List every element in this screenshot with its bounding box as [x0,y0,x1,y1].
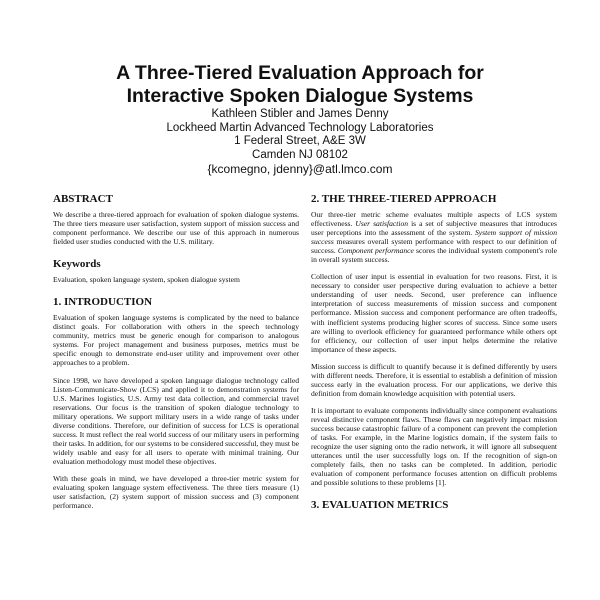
author-email: {kcomegno, jdenny}@atl.lmco.com [207,162,393,176]
tiered-paragraph-3: Mission success is difficult to quantify because it is defined differently by users with different needs. Therefore, it is essential to establish a definition of mission success early in the evaluation process. For our applications, we derive this definition from domain knowledge acquisition with potential users. [311,361,557,398]
term-mission-success: System support of mission success [311,228,557,247]
address-line-1: 1 Federal Street, A&E 3W [234,135,366,147]
intro-paragraph-3: With these goals in mind, we have developed a three-tier metric system for evaluating spoken language system effectiveness. The three tiers measure (1) user satisfaction, (2) system support of mission success and (3) component performance. [53,473,299,511]
p1-part-b: is a set of subjective measures that introduces user perceptions into the assessment of the system. [311,219,558,238]
tiered-paragraph-4: It is important to evaluate components individually since component evaluations reveal distinctive component flaws. These flaws can negatively impact mission success because catastrophic failure of a component can prevent the completion of tasks. For example, in the Marine logistics domain, if the system fails to recognize the user signing onto the radio network, it will ignore all subsequent utterances until the user successfully logs on. If the recognition of sign-on completely fails, then no tasks can be completed. In addition, periodic evaluation of component performance focuses attention on difficult problems and possible solutions to these problems [1]. [311,405,557,488]
keywords-heading: Keywords [53,258,101,271]
tiered-paragraph-1 [311,210,557,264]
term-user-satisfaction: User satisfaction [355,219,409,229]
introduction-heading: 1. INTRODUCTION [53,296,153,309]
intro-paragraph-1: Evaluation of spoken language systems is complicated by the need to balance distinct goals. For collaboration with others in the speech technology community, metrics must be generic enough for comparison to analogous systems. For project management and business purposes, metrics must be specific enough to demonstrate end-user utility and improvement over other approaches to a problem. [53,313,299,368]
term-component-performance: Component performance [337,246,414,256]
title-line-1: A Three-Tiered Evaluation Approach for [116,62,484,84]
abstract-text: We describe a three-tiered approach for evaluation of spoken dialogue systems. The three tiers measure user satisfaction, system support of mission success and component performance. We describe our use of this approach in numerous fielded user studies conducted with the U.S. military. [53,210,299,247]
affiliation: Lockheed Martin Advanced Technology Laboratories [166,121,434,134]
author-block [0,108,600,162]
evaluation-metrics-heading: 3. EVALUATION METRICS [311,499,449,512]
abstract-section [53,193,299,246]
authors: Kathleen Stibler and James Denny [211,108,389,120]
keywords-text: Evaluation, spoken language system, spoken dialogue system [53,275,240,285]
title-line-2: Interactive Spoken Dialogue Systems [126,85,474,107]
address-line-2: Camden NJ 08102 [252,148,348,161]
introduction-section [53,296,299,510]
tiered-paragraph-2: Collection of user input is essential in evaluation for two reasons. First, it is necessary to consider user perspective during evaluation to achieve a better understanding of user needs. Second, user preference can influence interpretation of success measurements of mission success and component performance. Mission success and component performance are often tradeoffs, with inefficient systems producing higher scores of success. Since some users are willing to overlook efficiency for guaranteed performance while others opt for efficiency, our collection of user input helps determine the relative importance of these aspects. [311,272,557,354]
p1-part-d: scores the individual system component's role in overall system success. [311,246,558,265]
three-tiered-heading: 2. THE THREE-TIERED APPROACH [311,193,497,205]
p1-part-c: measures overall system performance with respect to our definition of success. [311,237,557,256]
keywords-section [53,258,299,284]
three-tiered-section [311,193,557,487]
evaluation-metrics-section [311,499,557,512]
left-column [53,193,299,522]
intro-paragraph-2: Since 1998, we have developed a spoken language dialogue technology called Listen-Communicate-Show (LCS) and applied it to demonstration systems for U.S. Marines logistics, U.S. Army test data collection, and commercial travel reservations. Our focus is the transition of spoken dialogue technology to military operations. We support military users in a wide range of tasks under diverse conditions. Therefore, our definition of success for LCS is operational success. It must reflect the real world success of our military users in performing their tasks. In addition, for our systems to be considered successful, they must be widely usable and easy for all users to operate with minimal training. Our evaluation methodology must model these objectives. [53,375,299,466]
abstract-heading: ABSTRACT [53,193,113,205]
right-column [311,193,557,516]
p1-part-a: Our three-tier metric scheme evaluates multiple aspects of LCS system effectiveness. [311,210,557,229]
paper-title [0,62,600,108]
